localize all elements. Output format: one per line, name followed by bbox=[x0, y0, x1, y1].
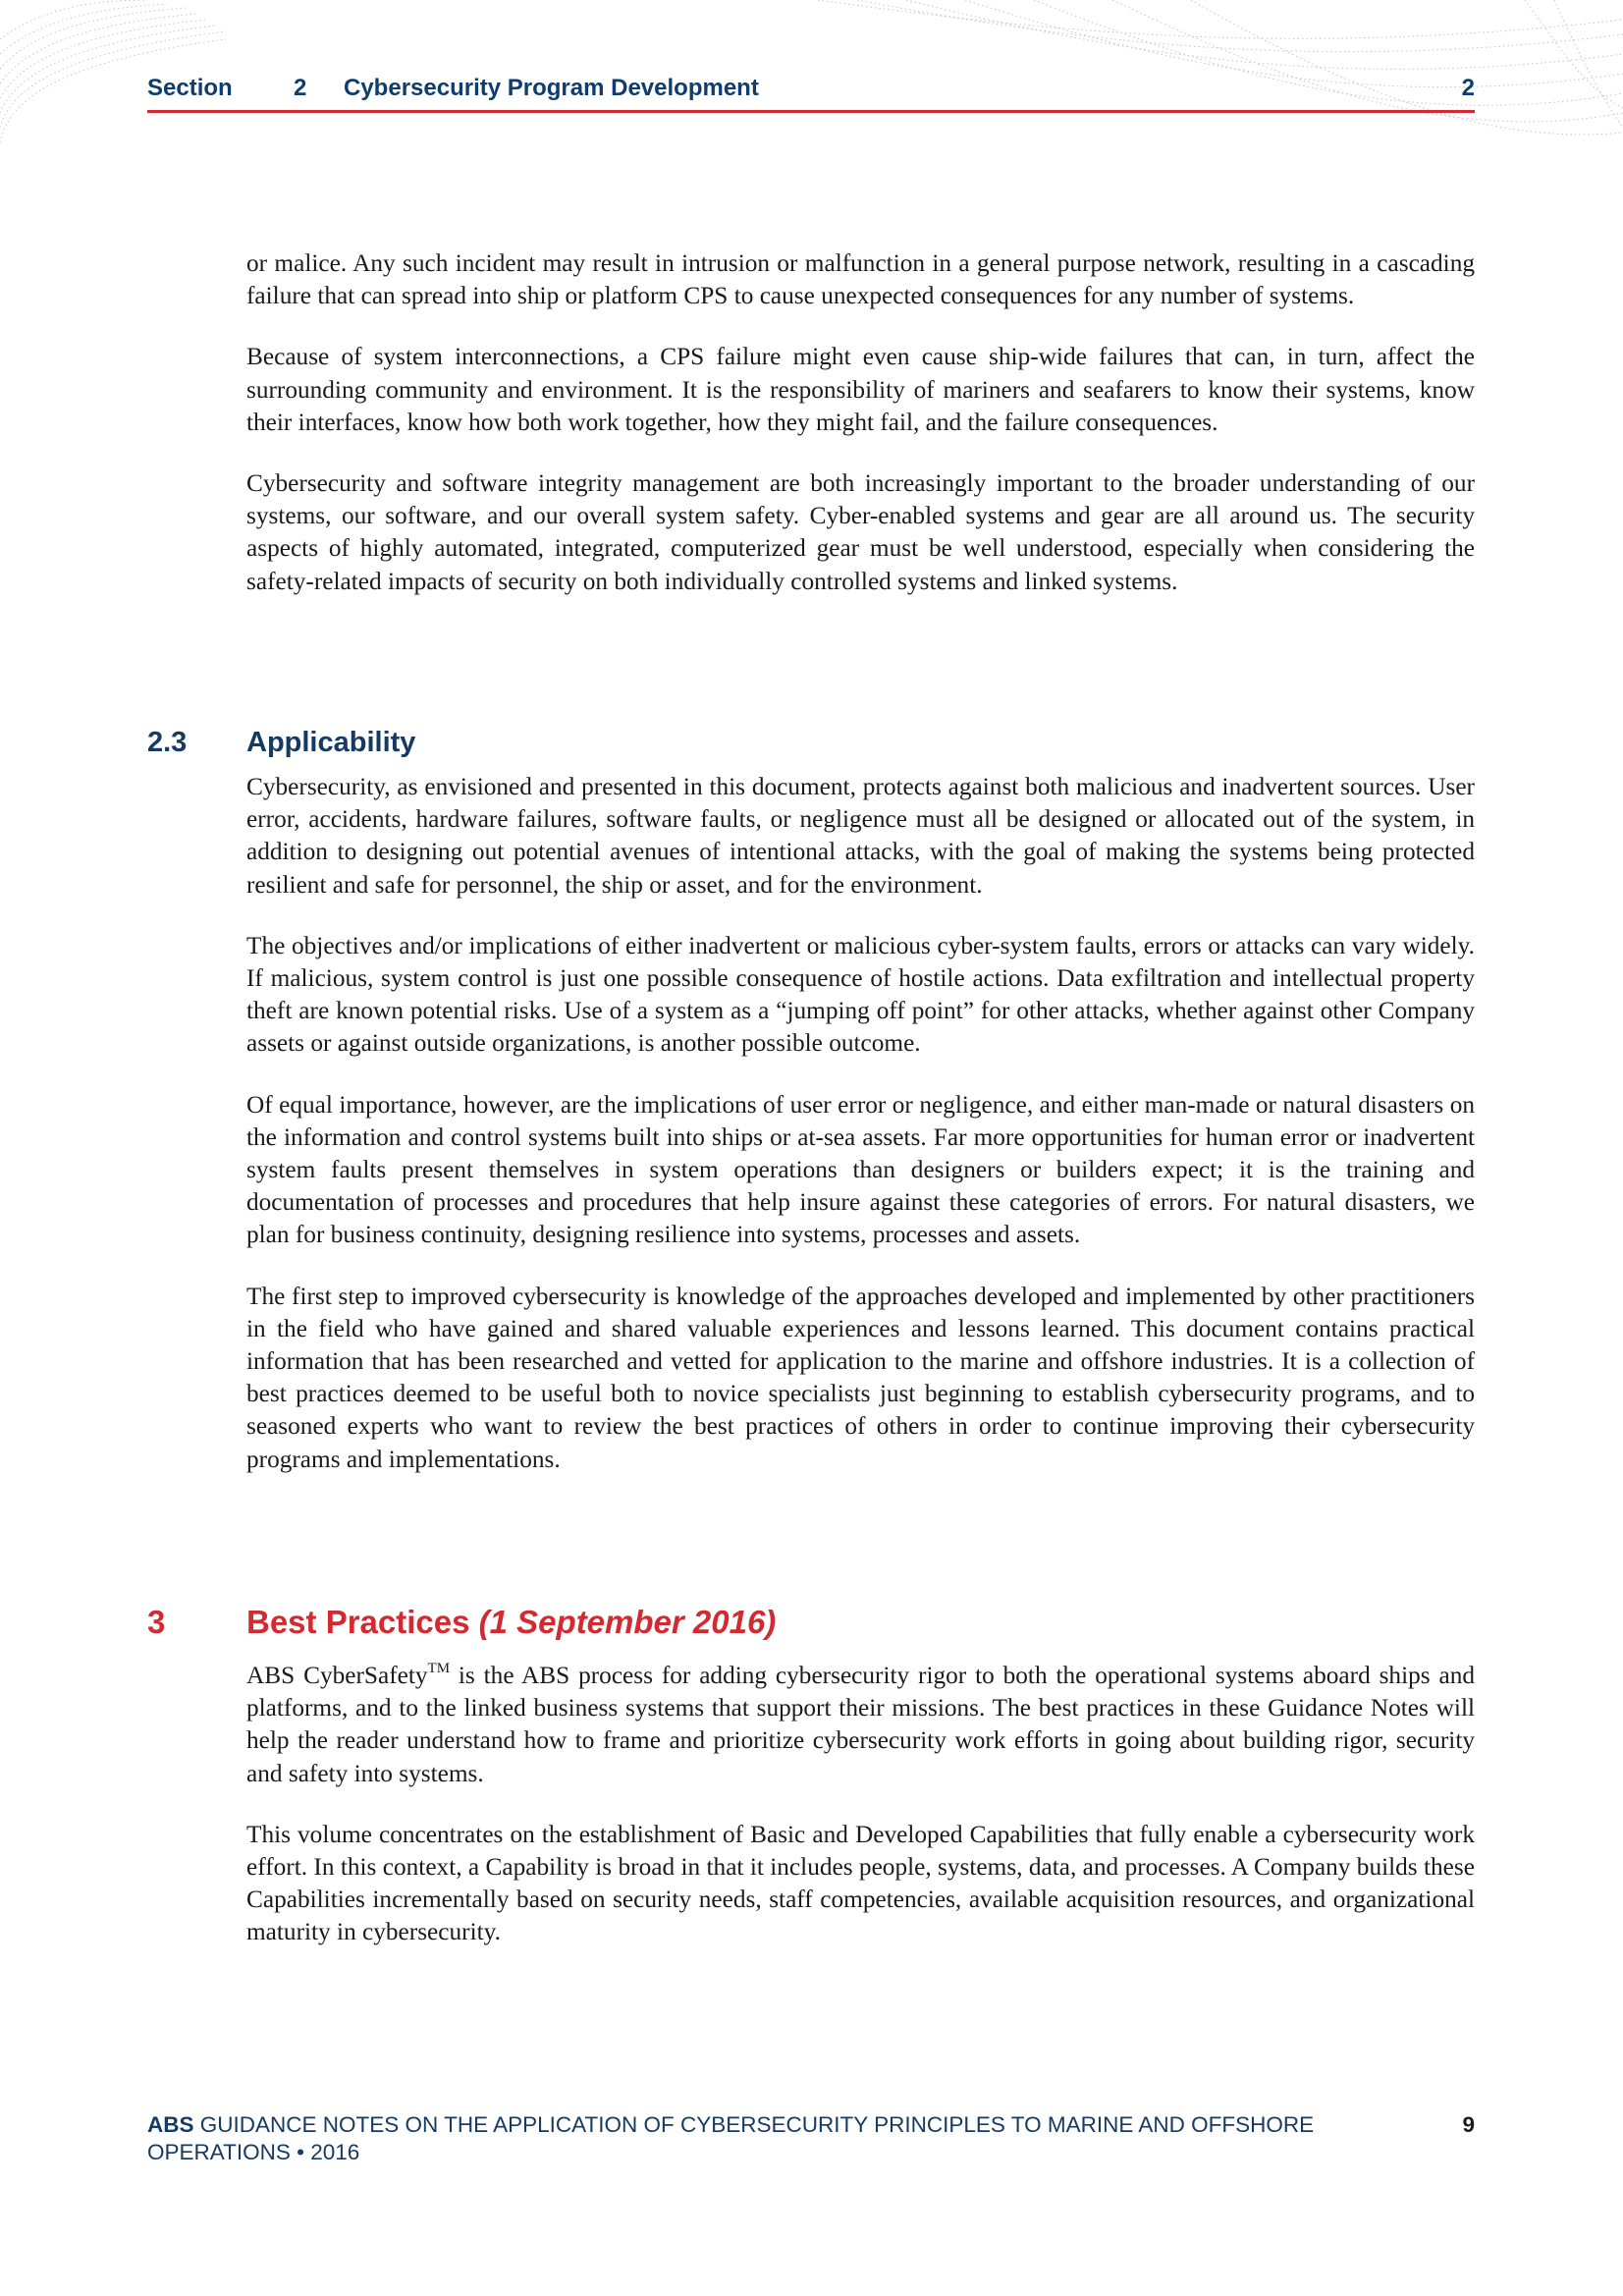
paragraph: The first step to improved cybersecurity is knowledge of the approaches developed and implemented by other practitioners in the field who have gained and shared valuable experiences and lessons learned. This document contains practical information that has been researched and vetted for application to the marine and offshore industries. It is a collection of best practices deemed to be useful both to novice specialists just beginning to establish cybersecurity programs, and to seasoned experts who want to review the best practices of others in order to continue improving their cybersecurity programs and implementations. bbox=[246, 1282, 1475, 1473]
section-number: 2.3 bbox=[147, 727, 188, 758]
paragraph: The objectives and/or implications of either inadvertent or malicious cyber-system faults, errors or attacks can vary widely. If malicious, system control is just one possible consequence of hostile actions. Data exfiltration and intellectual property theft are known potential risks. Use of a system as a “jumping off point” for other attacks, whether against other Company assets or against outside organizations, is another possible outcome. bbox=[246, 931, 1475, 1058]
best-practices-text bbox=[246, 1660, 1475, 1978]
paragraph: Because of system interconnections, a CPS failure might even cause ship-wide failures that can, in turn, affect the surrounding community and environment. It is the responsibility of mariners and seafarers to know their systems, know their interfaces, know how both work together, how they might fail, and the failure consequences. bbox=[246, 343, 1475, 436]
footer-document-title bbox=[147, 2111, 1355, 2166]
section-number: 3 bbox=[147, 1604, 166, 1640]
header-section-title: Cybersecurity Program Development bbox=[344, 75, 759, 101]
section-title-text: Best Practices bbox=[246, 1604, 470, 1640]
header-section-number: 2 bbox=[294, 75, 307, 101]
paragraph: Of equal importance, however, are the implications of user error or negligence, and either man-made or natural disasters on the information and control systems built into ships or at-sea assets. Far more opportunities for human error or inadvertent system faults present themselves in system operations than designers or builders expect; it is the training and documentation of processes and procedures that help insure against these categories of errors. For natural disasters, we plan for business continuity, designing resilience into systems, processes and assets. bbox=[246, 1090, 1475, 1249]
header-section-label: Section bbox=[147, 75, 233, 101]
paragraph: Cybersecurity and software integrity management are both increasingly important to the broader understanding of our systems, our software, and our overall system safety. Cyber-enabled systems and gear are all around us. The security aspects of highly automated, integrated, computerized gear must be well understood, especially when considering the safety-related impacts of security on both individually controlled systems and linked systems. bbox=[246, 469, 1475, 595]
paragraph-start: ABS CyberSafety bbox=[246, 1662, 428, 1689]
section-date: (1 September 2016) bbox=[478, 1604, 777, 1640]
trademark-mark: TM bbox=[427, 1660, 451, 1676]
paragraph: This volume concentrates on the establishment of Basic and Developed Capabilities that fully enable a cybersecurity work effort. In this context, a Capability is broad in that it includes people, systems, data, and processes. A Company builds these Capabilities incrementally based on security needs, staff competencies, available acquisition resources, and organizational maturity in cybersecurity. bbox=[246, 1820, 1475, 1946]
paragraph-rest: is the ABS process for adding cybersecurity rigor to both the operational systems aboard ships and platforms, and to the linked business systems that support their missions. The best practices in these Guidance Notes will help the reader understand how to frame and prioritize cybersecurity work efforts in going about building rigor, security and safety into systems. bbox=[246, 1662, 1475, 1787]
footer-title-text: GUIDANCE NOTES ON THE APPLICATION OF CYBERSECURITY PRINCIPLES TO MARINE AND OFFSHORE OPERATIONS • 2016 bbox=[147, 2112, 1315, 2164]
paragraph: Cybersecurity, as envisioned and presented in this document, protects against both malicious and inadvertent sources. User error, accidents, hardware failures, software faults, or negligence must all be designed or allocated out of the system, in addition to designing out potential avenues of intentional attacks, with the goal of making the systems being protected resilient and safe for personnel, the ship or asset, and for the environment. bbox=[246, 773, 1475, 899]
applicability-text bbox=[246, 771, 1475, 1504]
paragraph: or malice. Any such incident may result in intrusion or malfunction in a general purpose network, resulting in a cascading failure that can spread into ship or platform CPS to cause unexpected consequences for any number of systems. bbox=[246, 249, 1475, 310]
intro-text bbox=[246, 247, 1475, 627]
decorative-wave-pattern-right bbox=[641, 0, 1623, 147]
header-section-page: 2 bbox=[1461, 75, 1475, 101]
section-title: Applicability bbox=[246, 727, 416, 758]
paragraph bbox=[246, 1660, 1475, 1790]
running-header bbox=[147, 75, 1475, 106]
footer-brand: ABS bbox=[147, 2112, 194, 2137]
decorative-wave-pattern-left bbox=[0, 0, 226, 147]
page-number: 9 bbox=[1462, 2112, 1475, 2137]
page-footer bbox=[147, 2111, 1475, 2166]
header-divider bbox=[147, 110, 1475, 113]
section-title bbox=[246, 1604, 776, 1641]
